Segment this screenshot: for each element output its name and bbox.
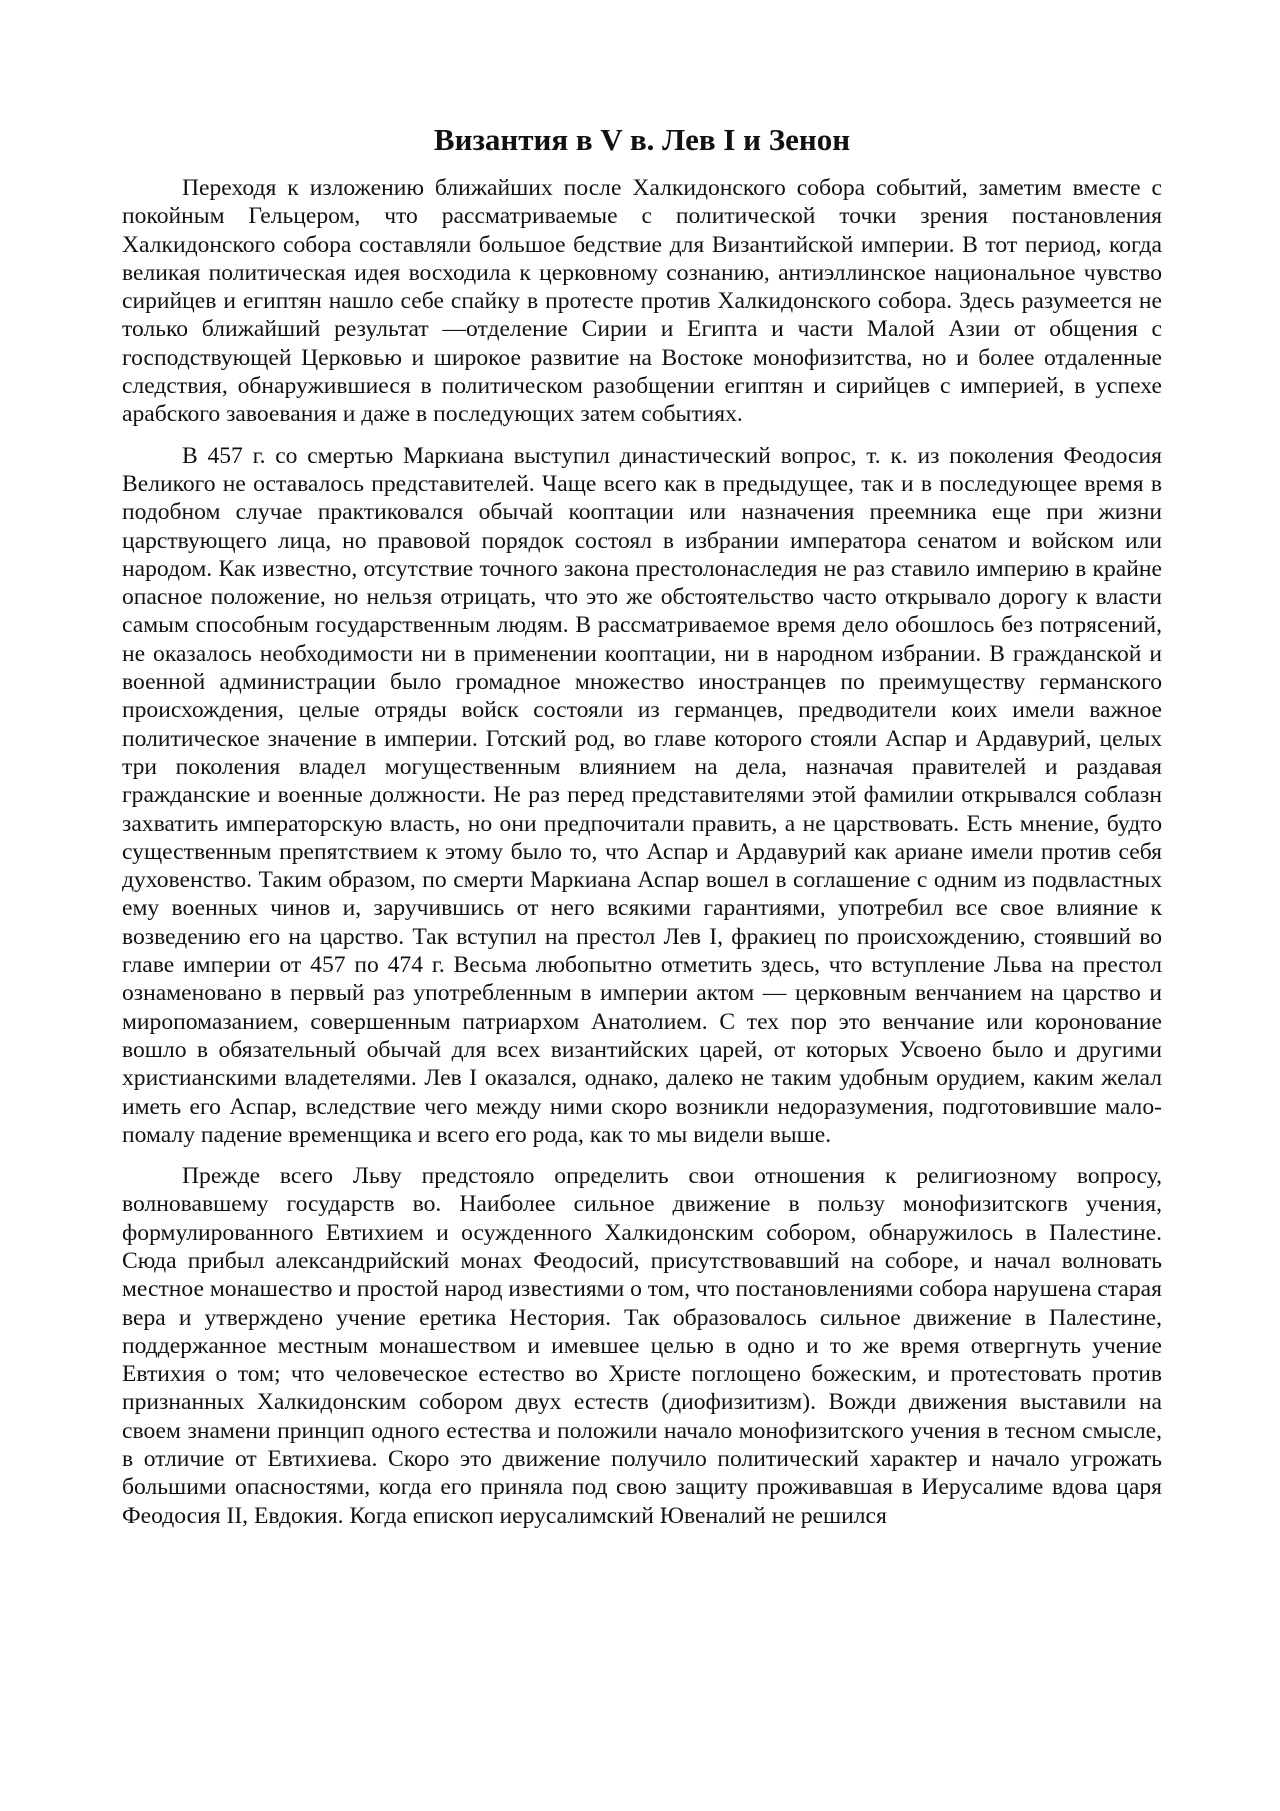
document-title: Византия в V в. Лев I и Зенон xyxy=(433,122,851,157)
paragraph-1: Переходя к изложению ближайших после Халкидонского собора событий, заметим вместе с покойным Гельцером, что рассматриваемые с политической точки зрения постановления Халкидонского собора составляли большое бедствие для Византийской империи. В тот период, когда великая политическая идея восходила к церковному сознанию, антиэллинское национальное чувство сирийцев и египтян нашло себе спайку в протесте против Халкидонского собора. Здесь разумеется не только ближайший результат —отделение Сирии и Египта и части Малой Азии от общения с господствующей Церковью и широкое развитие на Востоке монофизитства, но и более отдаленные следствия, обнаружившиеся в политическом разобщении египтян и сирийцев с империей, в успехе арабского завоевания и даже в последующих затем событиях. xyxy=(122,175,1162,428)
document-page xyxy=(122,118,1162,1543)
paragraph-3: Прежде всего Льву предстояло определить свои отношения к религиозному вопросу, волновавшему государств во. Наиболее сильное движение в пользу монофизитскогв учения, формулированного Евтихием и осужденного Халкидонским собором, обнаружилось в Палестине. Сюда прибыл александрийский монах Феодосий, присутствовавший на соборе, и начал волновать местное монашество и простой народ известиями о том, что постановлениями собора нарушена старая вера и утверждено учение еретика Нестория. Так образовалось сильное движение в Палестине, поддержанное местным монашеством и имевшее целью в одно и то же время отвергнуть учение Евтихия о том; что человеческое естество во Христе поглощено божеским, и протестовать против признанных Халкидонским собором двух естеств (диофизитизм). Вожди движения выставили на своем знамени принцип одного естества и положили начало монофизитского учения в тесном смысле, в отличие от Евтихиева. Скоро это движение получило политический характер и начало угрожать большими опасностями, когда его приняла под свою защиту проживавшая в Иерусалиме вдова царя Феодосия II, Евдокия. Когда епископ иерусалимский Ювеналий не решился xyxy=(122,1163,1162,1529)
paragraph-2: В 457 г. со смертью Маркиана выступил династический вопрос, т. к. из поколения Феодосия Великого не оставалось представителей. Чаще всего как в предыдущее, так и в последующее время в подобном случае практиковался обычай кооптации или назначения преемника еще при жизни царствующего лица, но правовой порядок состоял в избрании императора сенатом и войском или народом. Как известно, отсутствие точного закона престолонаследия не раз ставило империю в крайне опасное положение, но нельзя отрицать, что это же обстоятельство часто открывало дорогу к власти самым способным государственным людям. В рассматриваемое время дело обошлось без потрясений, не оказалось необходимости ни в применении кооптации, ни в народном избрании. В гражданской и военной администрации было громадное множество иностранцев по преимуществу германского происхождения, целые отряды войск состояли из германцев, предводители коих имели важное политическое значение в империи. Готский род, во главе которого стояли Аспар и Ардавурий, целых три поколения владел могущественным влиянием на дела, назначая правителей и раздавая гражданские и военные должности. Не раз перед представителями этой фамилии открывался соблазн захватить императорскую власть, но они предпочитали править, а не царствовать. Есть мнение, будто существенным препятствием к этому было то, что Аспар и Ардавурий как ариане имели против себя духовенство. Таким образом, по смерти Маркиана Аспар вошел в соглашение с одним из подвластных ему военных чинов и, заручившись от него всякими гарантиями, употребил все свое влияние к возведению его на царство. Так вступил на престол Лев I, фракиец по происхождению, стоявший во главе империи от 457 по 474 г. Весьма любопытно отметить здесь, что вступление Льва на престол ознаменовано в первый раз употребленным в империи актом — церковным венчанием на царство и миропомазанием, совершенным патриархом Анатолием. С тех пор это венчание или коронование вошло в обязательный обычай для всех византийских царей, от которых Усвоено было и другими христианскими владетелями. Лев I оказался, однако, далеко не таким удобным орудием, каким желал иметь его Аспар, вследствие чего между ними скоро возникли недоразумения, подготовившие мало-помалу падение временщика и всего его рода, как то мы видели выше. xyxy=(122,442,1162,1148)
